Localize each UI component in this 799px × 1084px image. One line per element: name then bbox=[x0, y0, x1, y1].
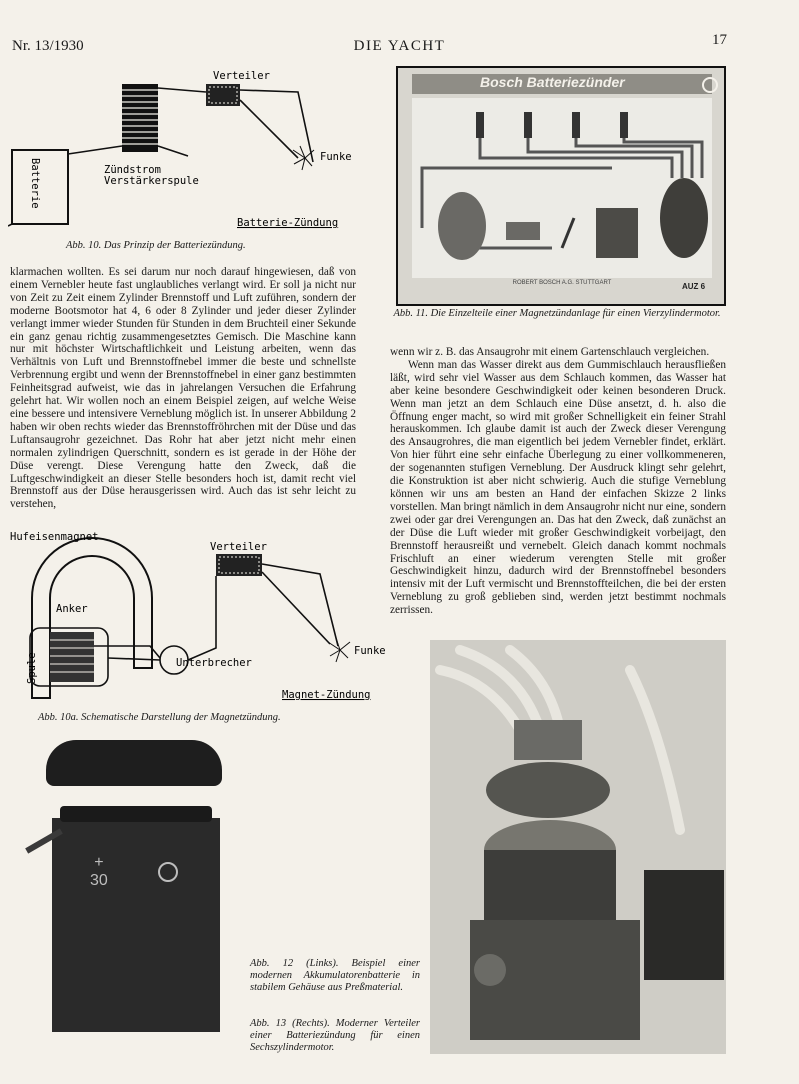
label-verteiler: Verteiler bbox=[213, 70, 270, 82]
page-number: 17 bbox=[712, 32, 727, 48]
right-column-text bbox=[390, 346, 726, 636]
board-footer: ROBERT BOSCH A.G. STUTTGART bbox=[512, 280, 612, 286]
fig12-caption: Abb. 12 (Links). Beispiel einer modernen Akkumulatorenbatterie in stabilem Gehäuse aus Preßmaterial. bbox=[250, 958, 420, 993]
board-title: Bosch Batteriezünder bbox=[480, 74, 625, 90]
label-funke: Funke bbox=[354, 645, 386, 657]
distributor-photo bbox=[430, 640, 726, 1054]
paragraph: klarmachen wollten. Es sei darum nur noch darauf hingewiesen, daß von einem Vernebler heute fast unglaubliches verlangt wird. Er soll ja nicht nur von Zeit zu Zeit einem Zylinder Brennstoff und Luft zuführen, sondern der moderne Bootsmotor hat 4, 6 oder 8 Zylinder und jeder dieser Zylinder verlangt immer wieder Stunden für Stunden in dem Bruchteil einer Sekunde ein ganz genau richtig zusammengesetztes Gemisch. Die Maschine kann nur mit höchster Wirtschaftlichkeit und Leistung arbeiten, wenn das Verhältnis von Luft und Brennstoffnebel immer die beste und schnellste Verbrennung ergibt und wenn der Brennstoffnebel in einer ganz bestimmten Feinheitsgrad aufweist, wie das in jahrelangen Versuchen die Erfahrung gelehrt hat. Wir wollen noch an einem Beispiel zeigen, auf welche Weise eine bessere und intensivere Verneblung möglich ist. In unserer Abbildung 2 haben wir oben rechts wieder das Brennstoffröhrchen mit der Düse und das Luftansaugrohr gezeichnet. Das Rohr hat aber jetzt nicht mehr einen normalen zylindrigen Querschnitt, sondern es ist gerade in der Höhe der Düse verengt. Diese Verengung hatte den Zweck, daß die Luftgeschwindigkeit an dieser Stelle besonders hoch ist, damit recht viel Brennstoff aus der Düse herausgerissen wird. Auch das ist sehr leicht zu verstehen, bbox=[10, 266, 356, 511]
left-column-text bbox=[10, 266, 356, 526]
board-code: AUZ 6 bbox=[682, 282, 706, 291]
label-funke: Funke bbox=[320, 151, 352, 163]
label-verteiler: Verteiler bbox=[210, 541, 267, 553]
ignition-parts-drawing bbox=[412, 98, 712, 278]
label-anker: Anker bbox=[56, 603, 88, 615]
fig13-caption: Abb. 13 (Rechts). Moderner Verteiler einer Batteriezündung für einen Sechszylindermotor. bbox=[250, 1018, 420, 1053]
paragraph: wenn wir z. B. das Ansaugrohr mit einem Gartenschlauch vergleichen. bbox=[390, 346, 710, 358]
fig11-caption: Abb. 11. Die Einzelteile einer Magnetzündanlage für einen Vierzylindermotor. bbox=[393, 308, 721, 319]
label-spule: Spule bbox=[26, 652, 38, 684]
fig10a-caption: Abb. 10a. Schematische Darstellung der Magnetzündung. bbox=[38, 712, 281, 723]
paragraph: Wenn man das Wasser direkt aus dem Gummischlauch herausfließen läßt, wird sehr viel Wasser aus dem Schlauch kommen, das Wasser hat aber keine besondere Geschwindigkeit oder keinen besonderen Druck. Wenn man jetzt an dem Schlauch eine Düse ansetzt, d. h. also die Öffnung enger macht, so wird mit großer Schnelligkeit ein feiner Strahl herauskommen. Ich glaube damit ist auch der Zweck dieser Verengung des Ansaugrohres, die man eigentlich bei jedem Vernebler findet, erklärt. Von hier führt eine sehr einfache Überlegung zu einer vollkommeneren, der sogenannten stufigen Verneblung. Der Ausdruck klingt sehr gelehrt, die Konstruktion ist aber nicht schwierig. Auch die stufige Verneblung können wir uns am besten an Hand der einfachen Skizze 2 links vorstellen. Man bringt nämlich in dem Ansaugrohr nicht nur eine, sondern zwei oder gar drei Verengungen an. Das hat den Zweck, daß zunächst an der Düse die Luft wieder mit großer Geschwindigkeit vorbeijagt, den Brennstoff herausreißt und vernebelt. Gleich danach kommt nochmals Frischluft an einer wiederum verengten Stelle mit großer Geschwindigkeit hinzu, dadurch wird der Brennstoffnebel besonders intensiv mit der Luft vermischt und Brennstoffteilchen, die bei der ersten Verneblung zu groß geblieben sind, werden jetzt bestimmt nochmals zerrissen. bbox=[390, 358, 726, 617]
bosch-logo-icon bbox=[158, 862, 178, 882]
issue-number: Nr. 13/1930 bbox=[12, 38, 84, 54]
diagram-title: Batterie-Zündung bbox=[237, 217, 339, 229]
label-unterbrecher: Unterbrecher bbox=[176, 657, 252, 669]
label-zuendstrom: Zündstrom bbox=[104, 164, 161, 176]
bosch-logo-icon bbox=[702, 77, 718, 93]
battery-lid-photo bbox=[46, 740, 222, 786]
magneto-ignition-diagram bbox=[10, 528, 390, 708]
journal-title: DIE YACHT bbox=[353, 38, 446, 54]
ignition-coil bbox=[122, 84, 158, 152]
battery-ignition-diagram bbox=[8, 66, 358, 236]
label-verstaerkerspule: Verstärkerspule bbox=[104, 175, 199, 187]
bosch-board-photo bbox=[396, 66, 726, 306]
diagram-title: Magnet-Zündung bbox=[282, 689, 371, 701]
fig10-caption: Abb. 10. Das Prinzip der Batteriezündung. bbox=[66, 240, 246, 251]
battery-photo bbox=[52, 818, 220, 1032]
label-batterie: Batterie bbox=[29, 158, 41, 209]
distributor-drawing bbox=[430, 640, 726, 1054]
battery-label: + 30 bbox=[90, 854, 108, 889]
label-hufeisenmagnet: Hufeisenmagnet bbox=[10, 531, 99, 543]
spark-icon bbox=[328, 638, 350, 662]
